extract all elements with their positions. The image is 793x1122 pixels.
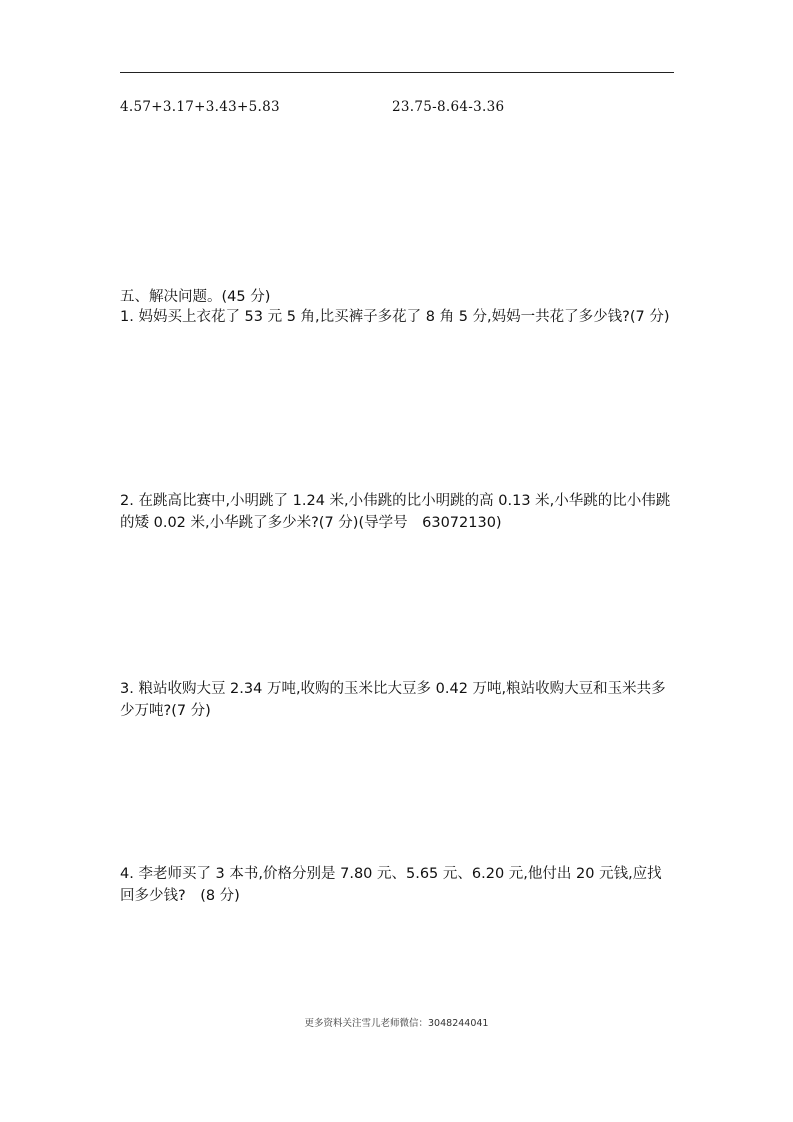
problem-1: 1. 妈妈买上衣花了 53 元 5 角,比买裤子多花了 8 角 5 分,妈妈一共花了多少钱?(7 分) bbox=[120, 309, 670, 325]
calculation-left: 4.57+3.17+3.43+5.83 bbox=[120, 99, 280, 115]
problem-3: 3. 粮站收购大豆 2.34 万吨,收购的玉米比大豆多 0.42 万吨,粮站收购大豆和玉米共多少万吨?(7 分) bbox=[120, 681, 666, 719]
problem-4: 4. 李老师买了 3 本书,价格分别是 7.80 元、5.65 元、6.20 元,他付出 20 元钱,应找回多少钱? (8 分) bbox=[120, 866, 662, 904]
problem-2: 2. 在跳高比赛中,小明跳了 1.24 米,小伟跳的比小明跳的高 0.13 米,小华跳的比小伟跳的矮 0.02 米,小华跳了多少米?(7 分)(导学号 63072130) bbox=[120, 493, 671, 531]
footer-note: 更多资料关注雪儿老师微信：3048244041 bbox=[304, 1018, 489, 1029]
section-heading: 五、解决问题。(45 分) bbox=[120, 289, 271, 305]
calculation-right: 23.75-8.64-3.36 bbox=[392, 99, 505, 115]
top-divider bbox=[120, 72, 674, 73]
